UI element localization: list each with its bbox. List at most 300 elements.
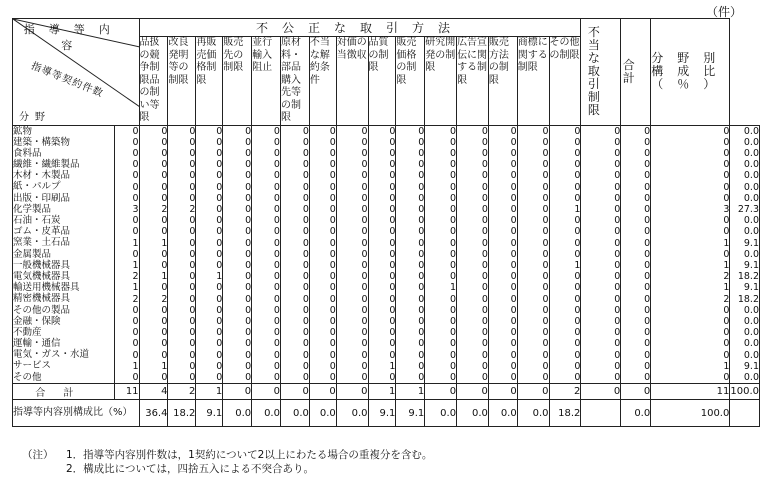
table-cell: 0 — [216, 147, 223, 159]
table-cell: 0 — [329, 215, 336, 227]
table-cell: 0 — [644, 315, 651, 327]
table-cell: 0 — [216, 136, 223, 148]
sector-name: 電気機械器具 — [13, 270, 71, 282]
table-cell: 0 — [361, 371, 368, 383]
table-cell: 0 — [389, 226, 396, 238]
table-cell: 0 — [216, 215, 223, 227]
table-cell: 0 — [302, 315, 309, 327]
total-cell: 1 — [396, 384, 425, 400]
ratio-cell — [730, 400, 760, 427]
table-cell: 0 — [189, 327, 196, 339]
table-cell: 0 — [302, 271, 309, 283]
header-restriction-6: 不当な解約条件 — [309, 37, 336, 126]
table-cell: 0 — [481, 181, 488, 193]
table-cell: 0 — [132, 147, 139, 159]
table-cell: 0 — [361, 226, 368, 238]
ratio-cell: 18.2 — [549, 400, 581, 427]
table-cell: 0 — [644, 371, 651, 383]
table-cell: 0 — [450, 293, 457, 305]
table-cell: 0 — [273, 304, 280, 316]
table-cell: 0 — [189, 338, 196, 350]
table-cell: 0 — [361, 147, 368, 159]
table-cell: 0 — [361, 259, 368, 271]
total-cell: 1 — [368, 384, 396, 400]
table-cell: 0 — [418, 315, 425, 327]
table-cell: 0 — [216, 203, 223, 215]
table-cell: 0 — [216, 315, 223, 327]
table-cell: 0 — [574, 159, 581, 171]
table-cell: 0 — [450, 226, 457, 238]
value-column-count — [114, 125, 139, 384]
table-cell: 0 — [302, 147, 309, 159]
table-cell: 0 — [614, 170, 621, 182]
table-cell: 1 — [132, 237, 139, 249]
table-cell: 0 — [614, 349, 621, 361]
table-cell: 0 — [510, 349, 517, 361]
table-cell: 0 — [542, 192, 549, 204]
table-cell: 0 — [161, 125, 168, 137]
table-cell: 0 — [389, 338, 396, 350]
table-cell: 0 — [361, 282, 368, 294]
table-cell: 0 — [361, 315, 368, 327]
table-cell: 0 — [161, 338, 168, 350]
table-cell: 0 — [542, 304, 549, 316]
table-cell: 0 — [574, 271, 581, 283]
table-cell: 0 — [329, 136, 336, 148]
table-cell: 0 — [245, 181, 252, 193]
table-cell: 0 — [361, 304, 368, 316]
table-cell: 0 — [450, 192, 457, 204]
table-cell: 0.0 — [743, 181, 759, 193]
table-cell: 1 — [161, 271, 168, 283]
sector-name: 食料品 — [13, 147, 42, 159]
table-cell: 0 — [216, 327, 223, 339]
table-cell: 0 — [216, 192, 223, 204]
total-cell: 0 — [309, 384, 336, 400]
table-cell: 0 — [481, 226, 488, 238]
table-cell: 2 — [189, 203, 196, 215]
table-cell: 0 — [510, 293, 517, 305]
table-cell: 0 — [510, 181, 517, 193]
table-cell: 0 — [644, 237, 651, 249]
header-restriction-2: 再販売価格制限 — [196, 37, 223, 126]
table-cell: 0 — [273, 259, 280, 271]
value-column-2 — [168, 125, 196, 384]
table-cell: 0 — [132, 226, 139, 238]
sector-name: 出版・印刷品 — [13, 192, 71, 204]
table-cell: 0 — [450, 147, 457, 159]
total-cell: 0 — [488, 384, 517, 400]
table-cell: 0 — [245, 248, 252, 260]
table-cell: 0 — [418, 371, 425, 383]
table-cell: 0 — [161, 327, 168, 339]
table-cell: 0 — [245, 192, 252, 204]
table-cell: 0 — [361, 159, 368, 171]
table-cell: 0 — [132, 215, 139, 227]
table-cell: 0 — [132, 349, 139, 361]
table-cell: 27.3 — [737, 203, 759, 215]
table-cell: 0 — [302, 338, 309, 350]
footnotes — [22, 448, 432, 476]
table-cell: 0 — [510, 170, 517, 182]
table-cell: 0 — [216, 125, 223, 137]
value-column-1 — [139, 125, 168, 384]
value-column-3 — [196, 125, 223, 384]
table-cell: 0 — [273, 371, 280, 383]
table-cell: 0 — [723, 304, 730, 316]
table-cell: 0 — [389, 282, 396, 294]
table-cell: 1 — [161, 360, 168, 372]
table-cell: 0 — [273, 248, 280, 260]
value-column-15 — [549, 125, 581, 384]
value-column-18 — [651, 125, 730, 384]
table-cell: 0 — [450, 304, 457, 316]
table-cell: 0 — [273, 349, 280, 361]
table-cell: 0 — [361, 181, 368, 193]
table-cell: 0 — [614, 203, 621, 215]
value-column-16 — [581, 125, 621, 384]
ratio-cell: 18.2 — [168, 400, 196, 427]
table-cell: 0 — [245, 226, 252, 238]
table-cell: 0 — [450, 237, 457, 249]
table-cell: 0 — [418, 259, 425, 271]
table-cell: 0 — [329, 226, 336, 238]
table-cell: 0 — [329, 170, 336, 182]
table-cell: 0 — [161, 136, 168, 148]
table-cell: 0 — [614, 226, 621, 238]
table-cell: 0 — [389, 349, 396, 361]
table-cell: 0 — [510, 147, 517, 159]
table-cell: 0 — [418, 293, 425, 305]
table-cell: 0 — [450, 315, 457, 327]
sector-name: 石油・石炭 — [13, 215, 61, 226]
table-cell: 0 — [132, 327, 139, 339]
table-cell: 0 — [542, 125, 549, 137]
table-cell: 0 — [418, 360, 425, 372]
table-cell: 0 — [481, 259, 488, 271]
table-cell: 0 — [361, 125, 368, 137]
footnote-line — [22, 448, 432, 462]
value-column-17 — [621, 125, 651, 384]
table-cell: 0 — [132, 170, 139, 182]
table-cell: 1 — [723, 282, 730, 294]
ratio-cell: 0.0 — [309, 400, 336, 427]
table-cell: 0 — [189, 293, 196, 305]
table-cell: 0 — [644, 259, 651, 271]
table-cell: 0 — [161, 159, 168, 171]
table-cell: 0 — [510, 237, 517, 249]
value-column-12 — [457, 125, 489, 384]
table-cell: 0 — [481, 136, 488, 148]
table-cell: 0 — [216, 259, 223, 271]
sector-name: サービス — [13, 360, 52, 372]
table-cell: 0 — [510, 282, 517, 294]
table-cell: 0 — [481, 147, 488, 159]
table-cell: 0 — [132, 159, 139, 171]
table-cell: 0 — [245, 147, 252, 159]
table-cell: 0 — [245, 349, 252, 361]
table-cell: 0 — [302, 371, 309, 383]
table-cell: 0 — [245, 315, 252, 327]
table-cell: 0.0 — [743, 338, 759, 350]
table-cell: 0 — [329, 360, 336, 372]
header-total: 合計 — [621, 19, 651, 126]
table-cell: 0 — [510, 248, 517, 260]
sector-name: 紙・パルプ — [13, 181, 61, 193]
table-cell: 0 — [389, 159, 396, 171]
table-cell: 0 — [245, 259, 252, 271]
table-cell: 0 — [574, 338, 581, 350]
table-cell: 0 — [574, 315, 581, 327]
table-cell: 0 — [644, 226, 651, 238]
total-cell: 0 — [425, 384, 457, 400]
table-cell: 0 — [644, 327, 651, 339]
table-cell: 2 — [132, 271, 139, 283]
table-cell: 0 — [245, 125, 252, 137]
table-cell: 0 — [389, 215, 396, 227]
table-cell: 0 — [189, 259, 196, 271]
table-cell: 0 — [614, 338, 621, 350]
sector-name: 繊維・繊維製品 — [13, 159, 80, 171]
table-cell: 0 — [542, 136, 549, 148]
group-header-unfair-trade: 不公正な取引方法 — [139, 19, 581, 37]
table-cell: 0 — [723, 248, 730, 260]
table-cell: 0 — [329, 315, 336, 327]
table-cell: 0 — [510, 203, 517, 215]
header-share: 分野別構成比（％） — [651, 19, 730, 126]
table-cell: 0 — [542, 170, 549, 182]
table-cell: 0 — [389, 371, 396, 383]
table-cell: 1 — [132, 360, 139, 372]
table-cell: 0 — [273, 215, 280, 227]
table-cell: 0 — [216, 349, 223, 361]
header-restriction-14: その他の制限 — [549, 37, 581, 126]
table-cell: 0 — [132, 248, 139, 260]
value-column-5 — [252, 125, 281, 384]
header-restriction-9: 販売価格の制限 — [396, 37, 425, 126]
table-cell: 0 — [542, 215, 549, 227]
table-cell: 0 — [245, 371, 252, 383]
table-cell: 0 — [418, 349, 425, 361]
table-cell: 0 — [510, 136, 517, 148]
sector-name: その他 — [13, 371, 42, 383]
table-cell: 0 — [418, 170, 425, 182]
table-cell: 0 — [216, 304, 223, 316]
table-cell: 1 — [574, 203, 581, 215]
header-unfair-restraint: 不当な取引制限 — [581, 19, 621, 126]
table-cell: 0 — [273, 159, 280, 171]
value-column-7 — [309, 125, 336, 384]
table-cell: 0 — [542, 147, 549, 159]
table-cell: 1 — [161, 237, 168, 249]
table-cell: 0 — [723, 125, 730, 137]
table-cell: 0 — [273, 315, 280, 327]
table-cell: 0 — [574, 192, 581, 204]
table-cell: 1 — [723, 237, 730, 249]
table-cell: 0 — [723, 136, 730, 148]
table-cell: 0 — [723, 371, 730, 383]
table-cell: 0 — [132, 192, 139, 204]
table-cell: 0 — [644, 203, 651, 215]
table-cell: 0 — [216, 371, 223, 383]
table-cell: 0 — [542, 360, 549, 372]
table-cell: 0 — [302, 170, 309, 182]
table-cell: 0 — [302, 360, 309, 372]
table-cell: 0 — [329, 271, 336, 283]
total-cell: 11 — [114, 384, 139, 400]
table-cell: 0 — [302, 192, 309, 204]
table-cell: 0 — [418, 271, 425, 283]
table-cell: 0 — [329, 282, 336, 294]
table-cell: 0 — [361, 192, 368, 204]
value-column-9 — [368, 125, 396, 384]
table-cell: 0.0 — [743, 192, 759, 204]
table-cell: 0 — [189, 248, 196, 260]
ratio-cell: 36.4 — [139, 400, 168, 427]
table-cell: 0 — [389, 170, 396, 182]
table-cell: 0 — [481, 304, 488, 316]
table-cell: 0 — [161, 315, 168, 327]
table-cell: 0 — [389, 147, 396, 159]
table-cell: 0 — [216, 248, 223, 260]
table-cell: 0 — [418, 215, 425, 227]
table-cell: 0 — [481, 203, 488, 215]
table-cell: 0 — [361, 360, 368, 372]
table-cell: 0 — [510, 315, 517, 327]
table-cell: 0 — [644, 192, 651, 204]
table-cell: 0 — [481, 248, 488, 260]
table-cell: 0 — [542, 338, 549, 350]
table-cell: 0 — [418, 338, 425, 350]
table-cell: 0 — [723, 192, 730, 204]
table-cell: 0 — [161, 349, 168, 361]
total-cell: 1 — [196, 384, 223, 400]
total-cell: 2 — [168, 384, 196, 400]
table-cell: 0 — [542, 237, 549, 249]
table-cell: 0 — [302, 237, 309, 249]
total-cell: 0 — [457, 384, 489, 400]
table-cell: 0 — [574, 226, 581, 238]
table-cell: 0 — [273, 360, 280, 372]
table-cell: 0.0 — [743, 136, 759, 148]
table-cell: 0 — [361, 170, 368, 182]
table-cell: 0 — [614, 192, 621, 204]
sector-name: 電気・ガス・水道 — [13, 349, 90, 361]
table-cell: 0 — [389, 192, 396, 204]
table-cell: 0 — [510, 360, 517, 372]
total-cell: 0 — [517, 384, 549, 400]
sector-name: 窯業・土石品 — [13, 237, 71, 249]
total-cell: 0 — [252, 384, 281, 400]
table-cell: 0 — [389, 181, 396, 193]
table-cell: 0 — [542, 203, 549, 215]
ratio-cell: 9.1 — [368, 400, 396, 427]
table-cell: 0 — [574, 215, 581, 227]
table-cell: 0 — [614, 360, 621, 372]
table-cell: 0 — [450, 259, 457, 271]
table-cell: 0 — [389, 125, 396, 137]
table-cell: 0 — [510, 371, 517, 383]
table-cell: 0 — [161, 170, 168, 182]
table-cell: 0 — [614, 237, 621, 249]
table-cell: 0 — [450, 170, 457, 182]
table-cell: 0 — [361, 203, 368, 215]
table-cell: 0 — [245, 215, 252, 227]
table-cell: 0 — [361, 349, 368, 361]
ratio-cell: 0.0 — [488, 400, 517, 427]
table-cell: 0 — [644, 349, 651, 361]
table-cell: 0 — [542, 327, 549, 339]
table-cell: 0 — [273, 282, 280, 294]
sector-name: 不動産 — [13, 326, 42, 338]
total-cell: 0 — [621, 384, 651, 400]
table-cell: 0 — [161, 181, 168, 193]
table-cell: 0 — [189, 125, 196, 137]
table-cell: 0 — [302, 293, 309, 305]
sector-name: 木材・木製品 — [13, 170, 71, 182]
table-cell: 0 — [450, 203, 457, 215]
table-cell: 0 — [418, 203, 425, 215]
table-cell: 0 — [723, 170, 730, 182]
table-cell: 0 — [481, 237, 488, 249]
table-cell: 9.1 — [743, 237, 759, 249]
table-cell: 0 — [574, 282, 581, 294]
table-cell: 0 — [389, 136, 396, 148]
table-cell: 0 — [644, 248, 651, 260]
table-cell: 0 — [273, 226, 280, 238]
table-cell: 0 — [216, 293, 223, 305]
table-cell: 0 — [302, 159, 309, 171]
value-column-6 — [280, 125, 309, 384]
table-cell: 0 — [389, 304, 396, 316]
table-cell: 0 — [542, 248, 549, 260]
table-cell: 0 — [644, 338, 651, 350]
table-cell: 0.0 — [743, 315, 759, 327]
table-cell: 0 — [329, 159, 336, 171]
table-cell: 0 — [723, 181, 730, 193]
table-cell: 0 — [418, 159, 425, 171]
table-cell: 0 — [510, 271, 517, 283]
table-cell: 0 — [614, 159, 621, 171]
table-cell: 0 — [723, 159, 730, 171]
table-cell: 0 — [510, 259, 517, 271]
value-column-19 — [730, 125, 760, 384]
table-cell: 0 — [132, 371, 139, 383]
table-cell: 0 — [644, 282, 651, 294]
table-cell: 1 — [723, 360, 730, 372]
table-cell: 0 — [723, 349, 730, 361]
value-column-14 — [517, 125, 549, 384]
table-cell: 0 — [389, 203, 396, 215]
table-cell: 0 — [245, 203, 252, 215]
table-cell: 18.2 — [737, 271, 759, 283]
table-cell: 0 — [302, 203, 309, 215]
header-restriction-7: 対価の当徴収 — [336, 37, 368, 126]
ratio-cell: 0.0 — [457, 400, 489, 427]
table-cell: 0 — [574, 327, 581, 339]
table-cell: 0 — [574, 237, 581, 249]
table-cell: 0 — [132, 315, 139, 327]
table-cell: 0 — [302, 259, 309, 271]
table-cell: 0 — [614, 248, 621, 260]
table-cell: 0 — [542, 371, 549, 383]
table-cell: 0 — [273, 136, 280, 148]
table-cell: 0 — [614, 271, 621, 283]
table-cell: 0 — [644, 159, 651, 171]
header-restriction-0: 品扱の競争制限品の制い等限 — [139, 37, 168, 126]
table-cell: 0 — [273, 192, 280, 204]
table-cell: 0 — [614, 147, 621, 159]
